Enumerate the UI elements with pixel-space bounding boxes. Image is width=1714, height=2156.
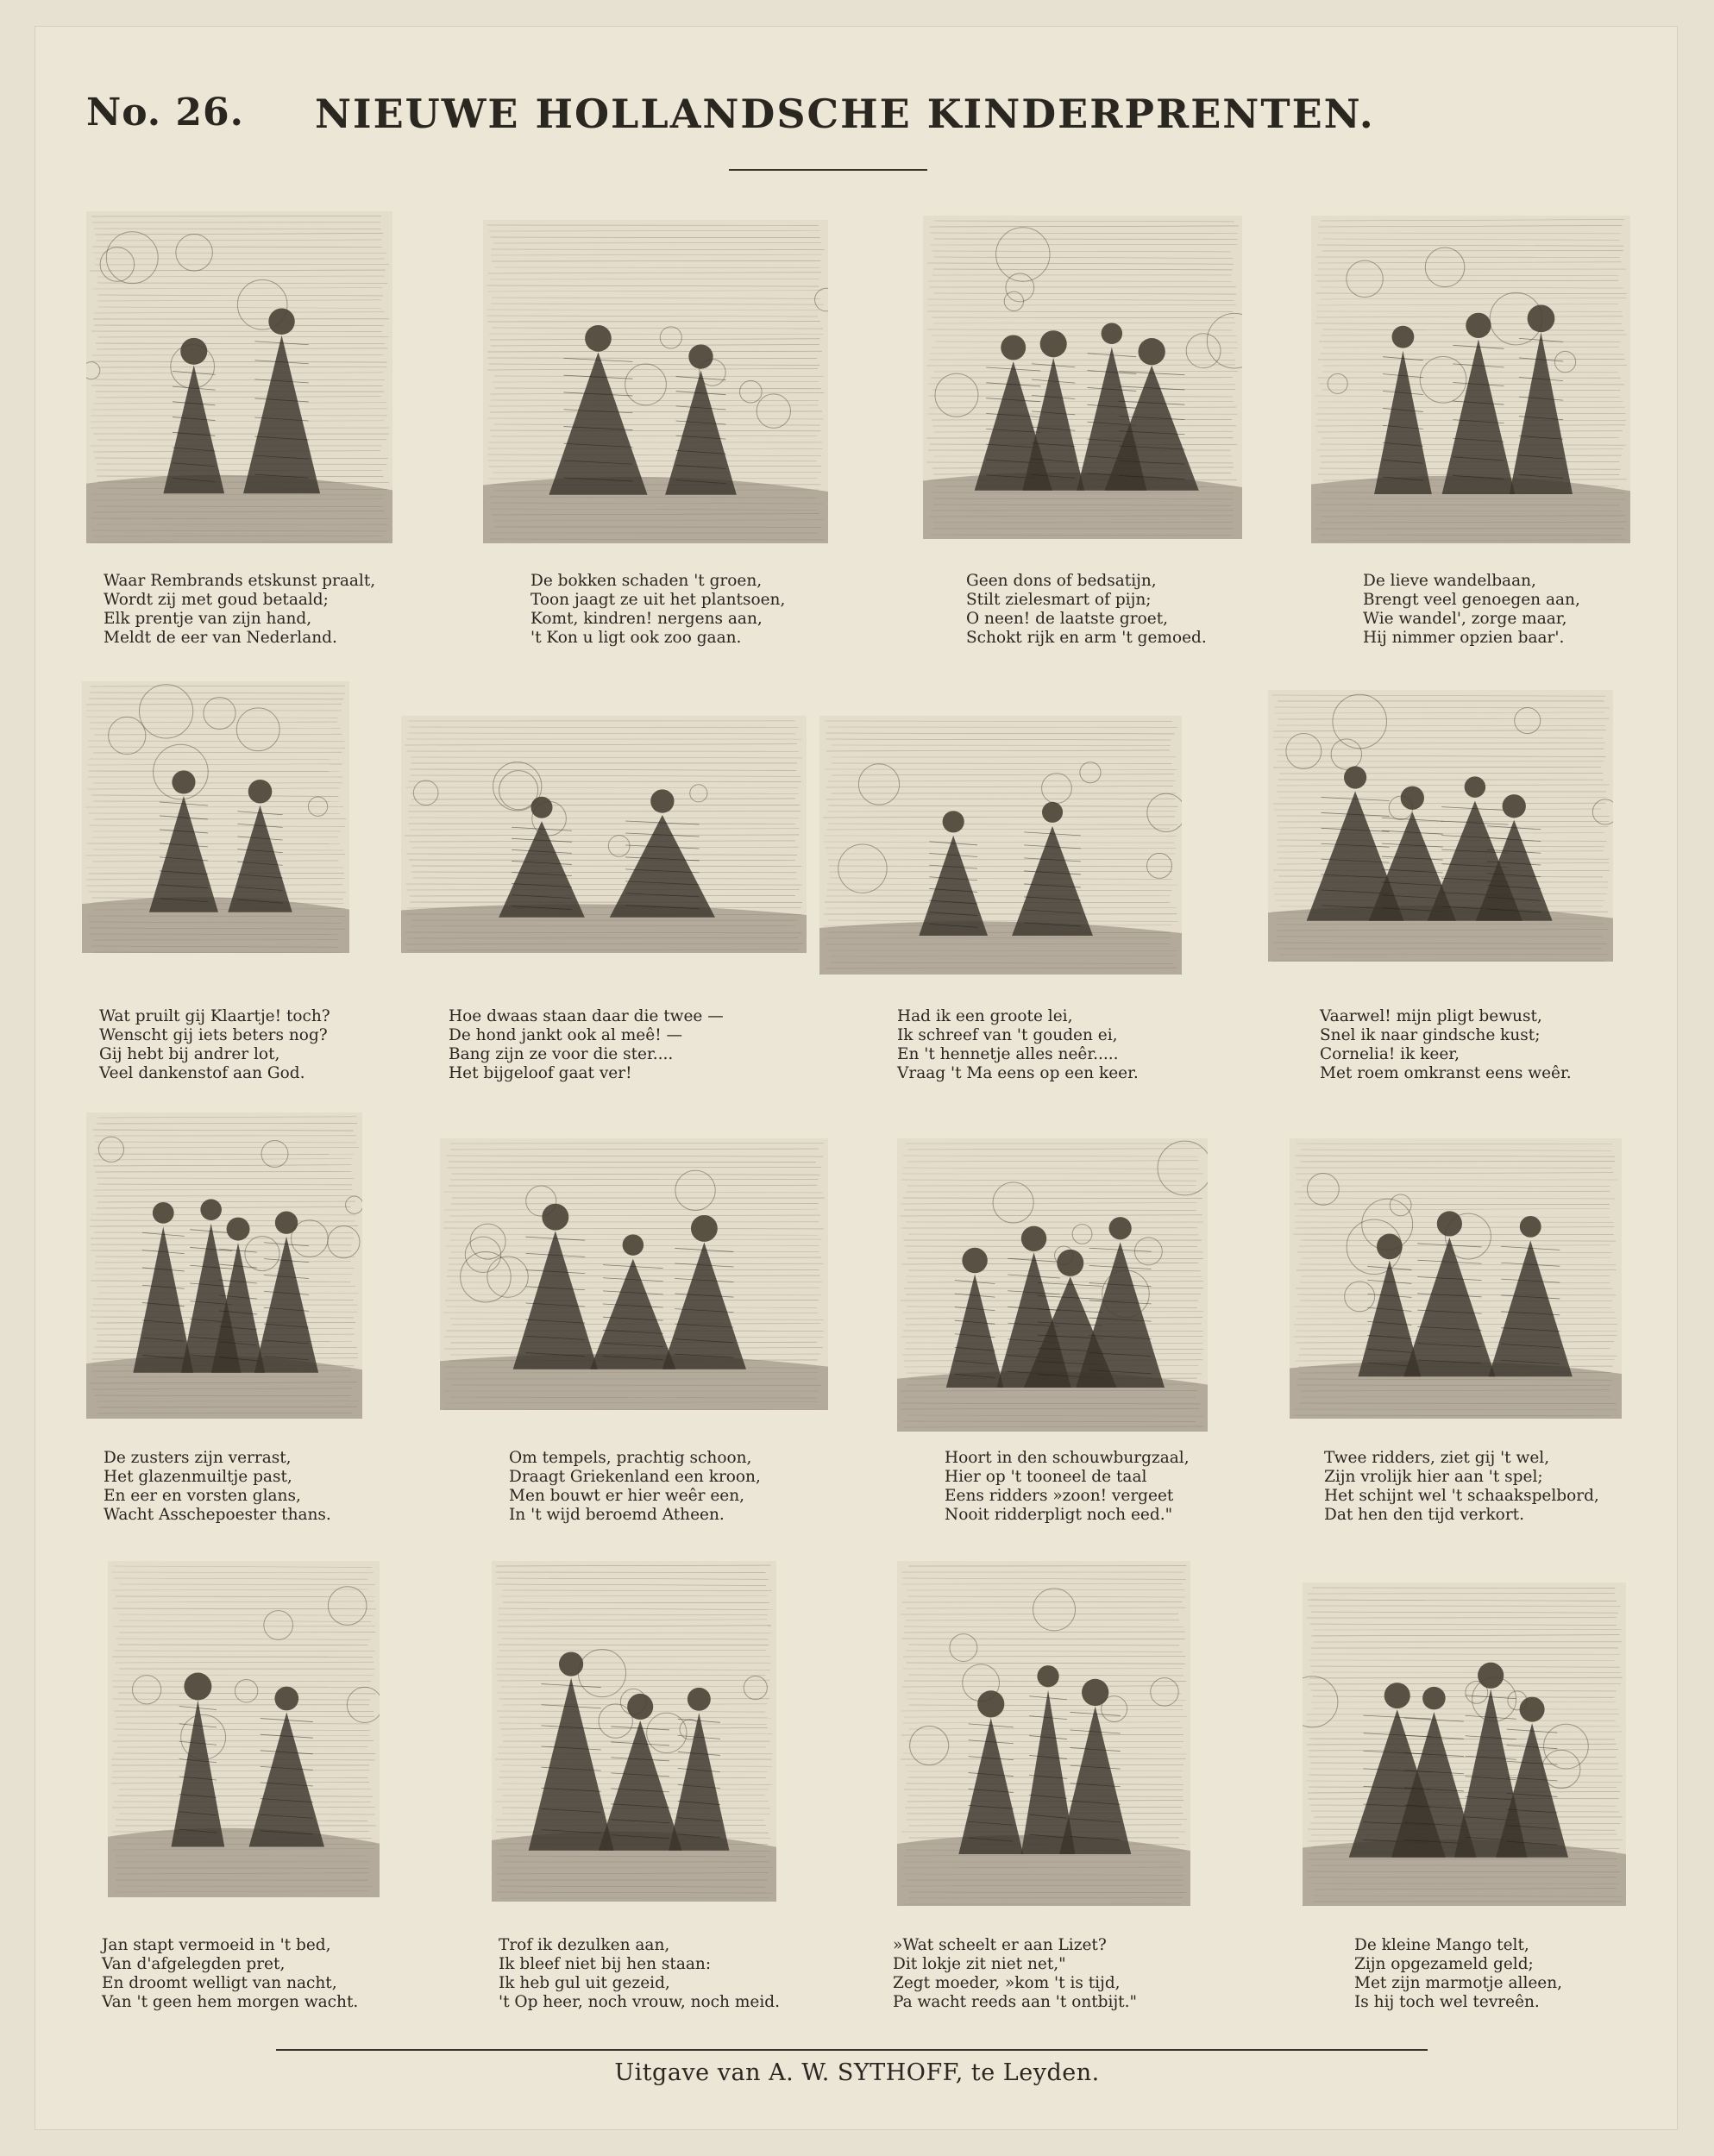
verse-line: De hond jankt ook al meê! — bbox=[449, 1026, 683, 1044]
verse-line: Hoe dwaas staan daar die twee — bbox=[449, 1007, 724, 1025]
verse-line: Wie wandel', zorge maar, bbox=[1363, 610, 1567, 628]
verse-line: Geen dons of bedsatijn, bbox=[966, 572, 1157, 590]
jan-to-bed-engraving bbox=[108, 1561, 380, 1897]
verse-line: Dat hen den tijd verkort. bbox=[1324, 1506, 1524, 1524]
verse-line: Stilt zielesmart of pijn; bbox=[966, 591, 1152, 609]
promenade-engraving bbox=[1311, 216, 1630, 543]
verse-line: De kleine Mango telt, bbox=[1354, 1936, 1529, 1954]
verse-line: Waar Rembrands etskunst praalt, bbox=[104, 572, 376, 590]
verse-line: Jan stapt vermoeid in 't bed, bbox=[102, 1936, 331, 1954]
verse-line: Het bijgeloof gaat ver! bbox=[449, 1064, 632, 1082]
verse-line: Hoort in den schouwburgzaal, bbox=[945, 1449, 1190, 1467]
verse-line: Het glazenmuiltje past, bbox=[104, 1468, 292, 1486]
verse-line: Wacht Asschepoester thans. bbox=[104, 1506, 331, 1524]
verse-line: Van d'afgelegden pret, bbox=[102, 1955, 286, 1973]
kitchen-golden-egg-engraving bbox=[819, 716, 1182, 975]
verse-line: Hier op 't tooneel de taal bbox=[945, 1468, 1147, 1486]
verse-line: Bang zijn ze voor die ster.... bbox=[449, 1045, 674, 1063]
verse-line: Is hij toch wel tevreên. bbox=[1354, 1993, 1540, 2011]
verse-line: De lieve wandelbaan, bbox=[1363, 572, 1536, 590]
athens-temple-engraving bbox=[440, 1138, 828, 1410]
cinderella-slipper-verse bbox=[104, 1449, 466, 1525]
verse-line: Men bouwt er hier weêr een, bbox=[509, 1487, 745, 1505]
verse-line: En 't hennetje alles neêr..... bbox=[897, 1045, 1119, 1063]
verse-line: Snel ik naar gindsche kust; bbox=[1320, 1026, 1541, 1044]
chess-knights-verse bbox=[1324, 1449, 1686, 1525]
verse-line: Met zijn marmotje alleen, bbox=[1354, 1974, 1563, 1992]
chess-knights-engraving bbox=[1290, 1138, 1622, 1419]
verse-line: In 't wijd beroemd Atheen. bbox=[509, 1506, 725, 1524]
theatre-knight-engraving bbox=[897, 1138, 1208, 1432]
verse-line: Wenscht gij iets beters nog? bbox=[99, 1026, 328, 1044]
verse-line: En droomt welligt van nacht, bbox=[102, 1974, 337, 1992]
theatre-knight-verse bbox=[945, 1449, 1307, 1525]
verse-line: Eens ridders »zoon! vergeet bbox=[945, 1487, 1174, 1505]
verse-line: Toon jaagt ze uit het plantsoen, bbox=[531, 591, 786, 609]
verse-line: En eer en vorsten glans, bbox=[104, 1487, 301, 1505]
footer-divider bbox=[276, 2049, 1428, 2051]
verse-line: Veel dankenstof aan God. bbox=[99, 1064, 305, 1082]
verse-line: Meldt de eer van Nederland. bbox=[104, 629, 337, 647]
verse-line: De zusters zijn verrast, bbox=[104, 1449, 292, 1467]
verse-line: 't Kon u ligt ook zoo gaan. bbox=[531, 629, 742, 647]
sheet-title: NIEUWE HOLLANDSCHE KINDERPRENTEN. bbox=[315, 91, 1375, 137]
verse-line: Om tempels, prachtig schoon, bbox=[509, 1449, 752, 1467]
deathbed-farewell-engraving bbox=[923, 216, 1242, 539]
verse-line: Vaarwel! mijn pligt bewust, bbox=[1320, 1007, 1542, 1025]
verse-line: Pa wacht reeds aan 't ontbijt." bbox=[893, 1993, 1138, 2011]
athens-temple-verse bbox=[509, 1449, 871, 1525]
jan-to-bed-verse bbox=[102, 1936, 464, 2012]
verse-line: Nooit ridderpligt noch eed." bbox=[945, 1506, 1173, 1524]
verse-line: Hij nimmer opzien baar'. bbox=[1363, 629, 1565, 647]
verse-line: Met roem omkranst eens weêr. bbox=[1320, 1064, 1572, 1082]
verse-line: Ik schreef van 't gouden ei, bbox=[897, 1026, 1118, 1044]
street-encounter-verse bbox=[499, 1936, 861, 2012]
breakfast-lizet-verse bbox=[893, 1936, 1255, 2012]
verse-line: De bokken schaden 't groen, bbox=[531, 572, 763, 590]
verse-line: Wat pruilt gij Klaartje! toch? bbox=[99, 1007, 330, 1025]
verse-line: Zegt moeder, »kom 't is tijd, bbox=[893, 1974, 1121, 1992]
verse-line: Ik heb gul uit gezeid, bbox=[499, 1974, 670, 1992]
verse-line: Schokt rijk en arm 't gemoed. bbox=[966, 629, 1207, 647]
verse-line: Van 't geen hem morgen wacht. bbox=[102, 1993, 359, 2011]
knight-farewell-engraving bbox=[1268, 690, 1613, 962]
verse-line: Wordt zij met goud betaald; bbox=[104, 591, 329, 609]
promenade-verse bbox=[1363, 572, 1714, 648]
cinderella-slipper-engraving bbox=[86, 1112, 362, 1419]
verse-line: Ik bleef niet bij hen staan: bbox=[499, 1955, 712, 1973]
mango-marmot-verse bbox=[1354, 1936, 1714, 2012]
sheet-number: No. 26. bbox=[86, 91, 244, 135]
verse-line: Zijn vrolijk hier aan 't spel; bbox=[1324, 1468, 1543, 1486]
verse-line: 't Op heer, noch vrouw, noch meid. bbox=[499, 1993, 780, 2011]
publisher-imprint: Uitgave van A. W. SYTHOFF, te Leyden. bbox=[614, 2059, 1100, 2086]
rembrandt-etching-engraving bbox=[86, 211, 392, 543]
verse-line: Dit lokje zit niet net," bbox=[893, 1955, 1066, 1973]
verse-line: Komt, kindren! nergens aan, bbox=[531, 610, 763, 628]
goats-in-garden-verse bbox=[531, 572, 893, 648]
verse-line: Gij hebt bij andrer lot, bbox=[99, 1045, 280, 1063]
verse-line: Had ik een groote lei, bbox=[897, 1007, 1073, 1025]
comet-superstition-engraving bbox=[401, 716, 807, 953]
verse-line: Trof ik dezulken aan, bbox=[499, 1936, 670, 1954]
rembrandt-etching-verse bbox=[104, 572, 466, 648]
verse-line: Elk prentje van zijn hand, bbox=[104, 610, 312, 628]
knight-farewell-verse bbox=[1320, 1007, 1682, 1083]
verse-line: Het schijnt wel 't schaakspelbord, bbox=[1324, 1487, 1599, 1505]
deathbed-farewell-verse bbox=[966, 572, 1328, 648]
verse-line: Zijn opgezameld geld; bbox=[1354, 1955, 1534, 1973]
pouting-klaartje-verse bbox=[99, 1007, 461, 1083]
verse-line: »Wat scheelt er aan Lizet? bbox=[893, 1936, 1107, 1954]
kitchen-golden-egg-verse bbox=[897, 1007, 1259, 1083]
verse-line: Twee ridders, ziet gij 't wel, bbox=[1324, 1449, 1550, 1467]
verse-line: Brengt veel genoegen aan, bbox=[1363, 591, 1580, 609]
verse-line: Draagt Griekenland een kroon, bbox=[509, 1468, 761, 1486]
pouting-klaartje-engraving bbox=[82, 681, 349, 953]
verse-line: Cornelia! ik keer, bbox=[1320, 1045, 1460, 1063]
mango-marmot-engraving bbox=[1303, 1583, 1626, 1906]
street-encounter-engraving bbox=[492, 1561, 776, 1902]
comet-superstition-verse bbox=[449, 1007, 811, 1083]
breakfast-lizet-engraving bbox=[897, 1561, 1190, 1906]
verse-line: O neen! de laatste groet, bbox=[966, 610, 1169, 628]
verse-line: Vraag 't Ma eens op een keer. bbox=[897, 1064, 1139, 1082]
goats-in-garden-engraving bbox=[483, 220, 828, 543]
